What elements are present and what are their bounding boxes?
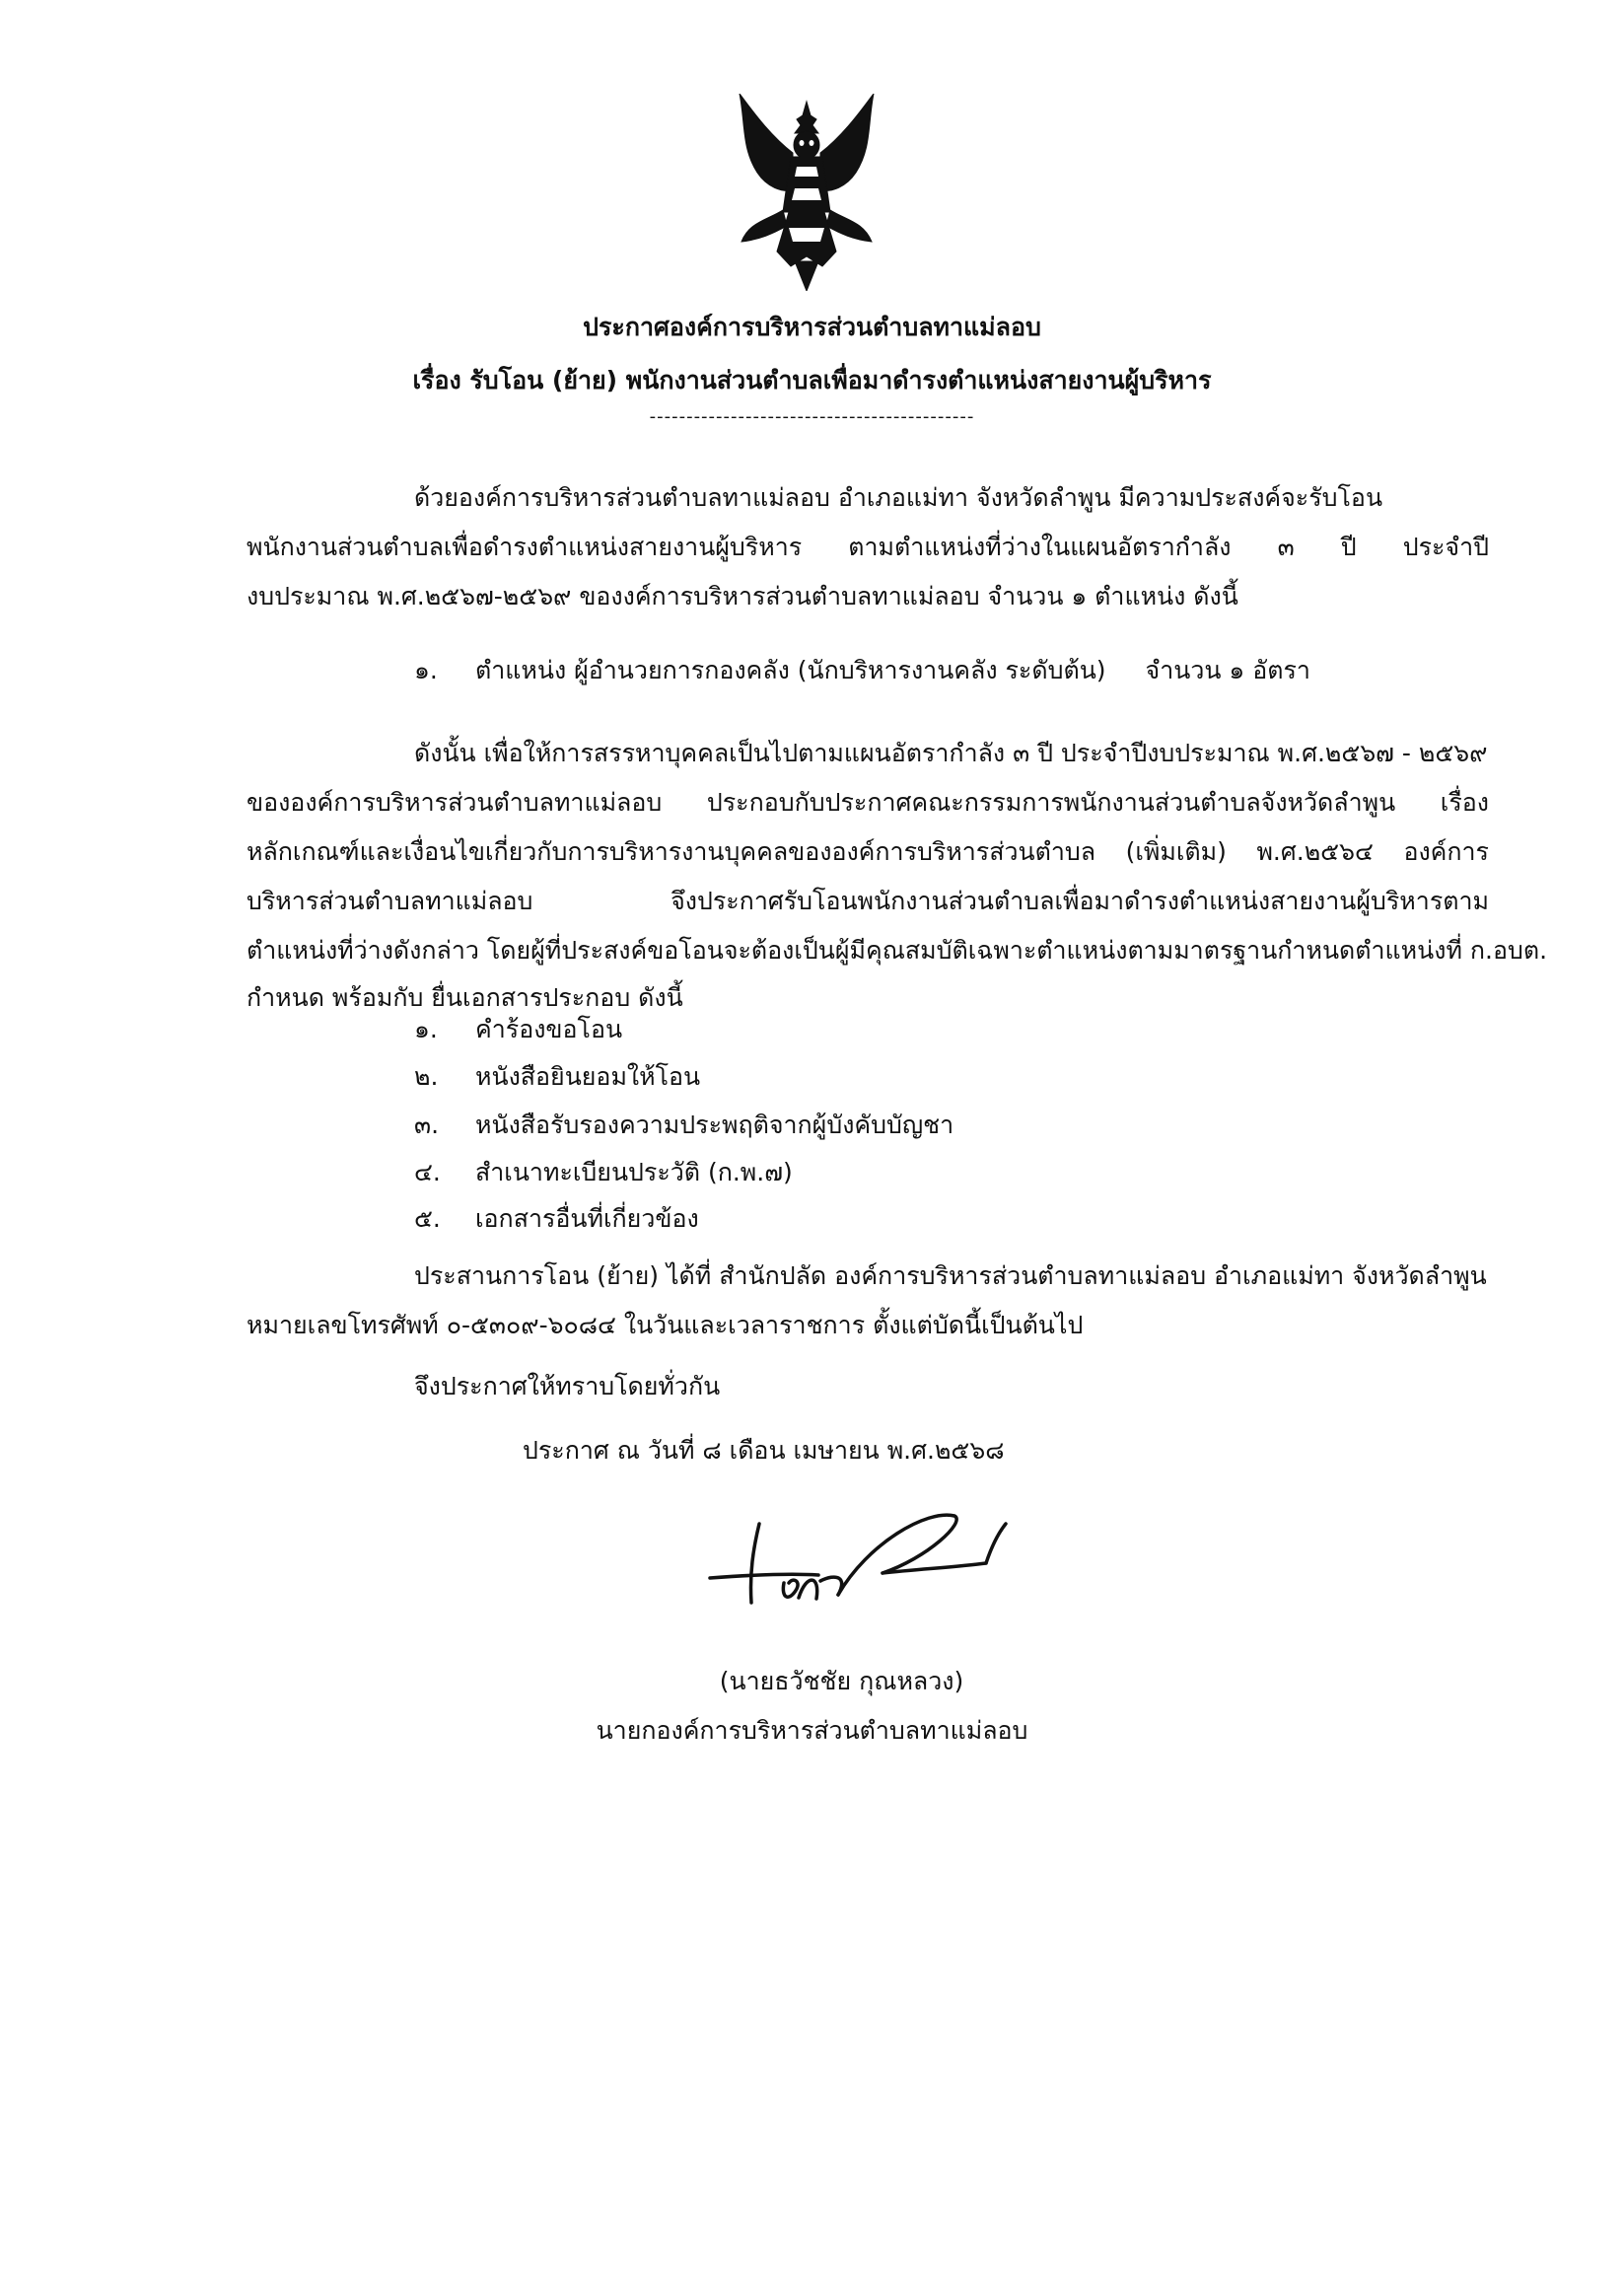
closing-text: จึงประกาศให้ทราบโดยทั่วกัน (414, 1372, 721, 1400)
announcement-date: ประกาศ ณ วันที่ ๘ เดือน เมษายน พ.ศ.๒๕๖๘ (523, 1436, 1005, 1465)
position-item (414, 655, 1310, 686)
body-line-5: ตำแหน่งที่ว่างดังกล่าว โดยผู้ที่ประสงค์ขอโอนจะต้องเป็นผู้มีคุณสมบัติเฉพาะตำแหน่งตามมาตรฐานกำหนดตำแหน่งที่ ก.อบต. (247, 936, 1548, 965)
list-item-number: ๕. (414, 1204, 441, 1233)
list-item (414, 1157, 793, 1188)
intro-line-3: งบประมาณ พ.ศ.๒๕๖๗-๒๕๖๙ ของงค์การบริหารส่วนตำบลทาแม่ลอบ จำนวน ๑ ตำแหน่ง ดังนี้ (247, 582, 1238, 610)
signer-name: (นายธวัชชัย กุณหลวง) (719, 1667, 964, 1695)
body-line-1: ดังนั้น เพื่อให้การสรรหาบุคคลเป็นไปตามแผนอัตรากำลัง ๓ ปี ประจำปีงบประมาณ พ.ศ.๒๕๖๗ - ๒๕๖๙ (414, 739, 1488, 767)
list-item-text: คำร้องขอโอน (475, 1015, 623, 1043)
signature-image (690, 1504, 1016, 1622)
list-item-number: ๔. (414, 1158, 441, 1186)
list-item (414, 1203, 699, 1235)
list-item-text: หนังสือยินยอมให้โอน (475, 1062, 701, 1091)
signer-position: นายกองค์การบริหารส่วนตำบลทาแม่ลอบ (596, 1716, 1028, 1745)
list-item-number: ๓. (414, 1111, 440, 1139)
list-item (414, 1014, 622, 1045)
body-line-6: กำหนด พร้อมกับ ยื่นเอกสารประกอบ ดังนี้ (247, 983, 683, 1012)
announcement-subject: เรื่อง รับโอน (ย้าย) พนักงานส่วนตำบลเพื่อมาดำรงตำแหน่งสายงานผู้บริหาร (412, 366, 1212, 394)
body-line-2: ขององค์การบริหารส่วนตำบลทาแม่ลอบ ประกอบกับประกาศคณะกรรมการพนักงานส่วนตำบลจังหวัดลำพูน เรื่อง (247, 788, 1489, 817)
position-count: จำนวน ๑ อัตรา (1145, 656, 1310, 684)
garuda-emblem-icon (728, 94, 885, 291)
list-item (414, 1061, 700, 1093)
body-line-4: บริหารส่วนตำบลทาแม่ลอบ จึงประกาศรับโอนพนักงานส่วนตำบลเพื่อมาดำรงตำแหน่งสายงานผู้บริหารตาม (247, 887, 1489, 915)
intro-line-1: ด้วยองค์การบริหารส่วนตำบลทาแม่ลอบ อำเภอแม่ทา จังหวัดลำพูน มีความประสงค์จะรับโอน (414, 483, 1383, 512)
intro-line-2: พนักงานส่วนตำบลเพื่อดำรงตำแหน่งสายงานผู้บริหาร ตามตำแหน่งที่ว่างในแผนอัตรากำลัง ๓ ปี ประจำปี (247, 533, 1489, 561)
position-title: ตำแหน่ง ผู้อำนวยการกองคลัง (นักบริหารงานคลัง ระดับต้น) (475, 656, 1106, 684)
list-item-number: ๑. (414, 1015, 438, 1043)
list-item-text: หนังสือรับรองความประพฤติจากผู้บังคับบัญชา (475, 1111, 954, 1139)
list-item (414, 1110, 953, 1141)
announcement-title: ประกาศองค์การบริหารส่วนตำบลทาแม่ลอบ (583, 313, 1041, 341)
list-item-text: เอกสารอื่นที่เกี่ยวข้อง (475, 1204, 699, 1233)
position-number: ๑. (414, 656, 438, 684)
list-item-text: สำเนาทะเบียนประวัติ (ก.พ.๗) (475, 1158, 793, 1186)
body-line-3: หลักเกณฑ์และเงื่อนไขเกี่ยวกับการบริหารงานบุคคลขององค์การบริหารส่วนตำบล (เพิ่มเติม) พ.ศ.๒๕๖๔ องค์การ (247, 837, 1489, 866)
list-item-number: ๒. (414, 1062, 439, 1091)
contact-line-1: ประสานการโอน (ย้าย) ได้ที่ สำนักปลัด องค์การบริหารส่วนตำบลทาแม่ลอบ อำเภอแม่ทา จังหวัดลำพูน (414, 1261, 1487, 1290)
title-divider: -------------------------------------------- (649, 406, 975, 427)
contact-line-2: หมายเลขโทรศัพท์ ๐-๕๓๐๙-๖๐๘๔ ในวันและเวลาราชการ ตั้งแต่บัดนี้เป็นต้นไป (247, 1311, 1084, 1339)
